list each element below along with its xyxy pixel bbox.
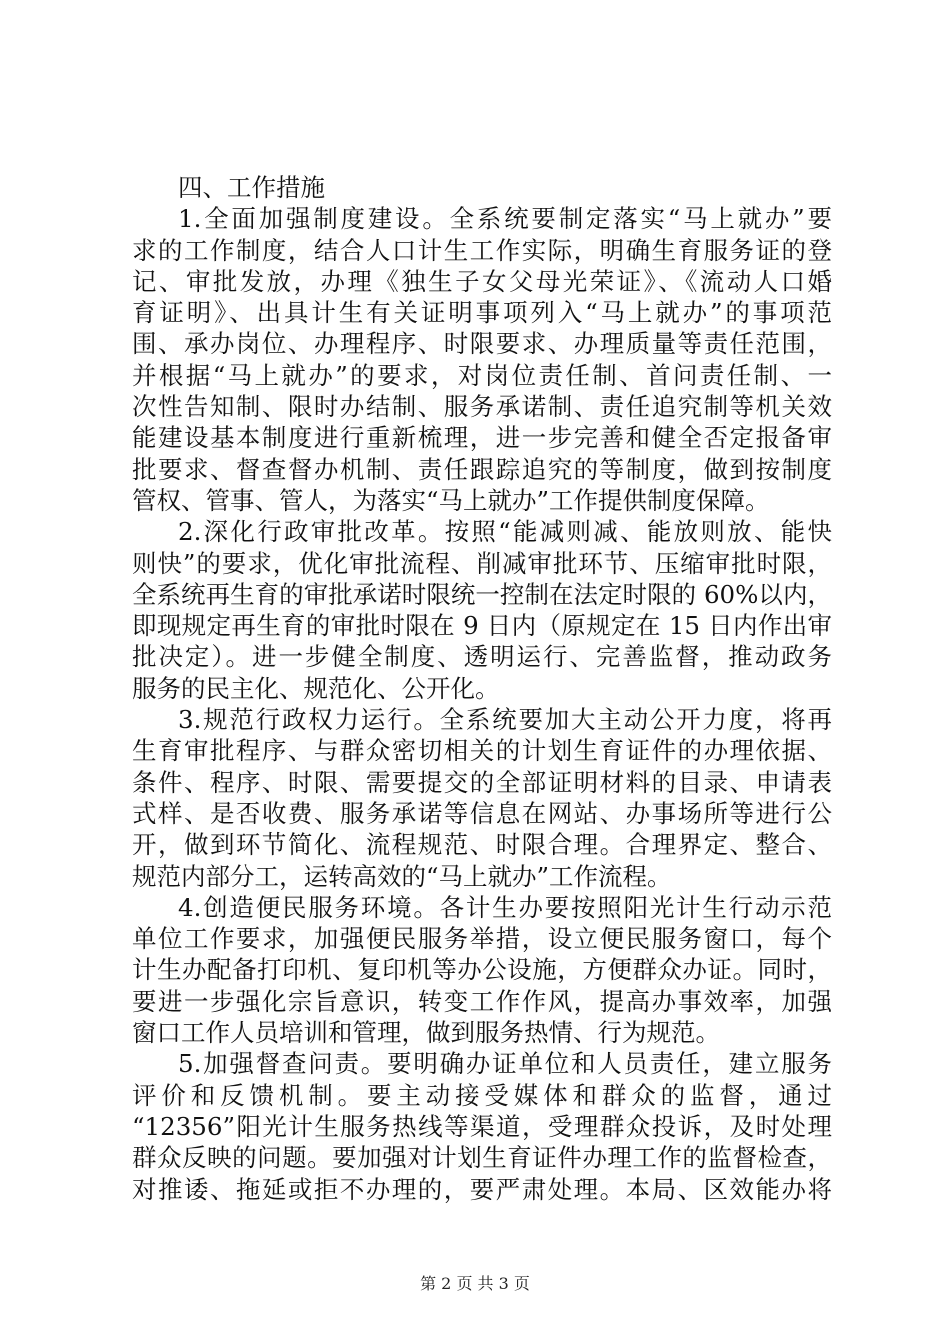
paragraph-line: 2.深化行政审批改革。按照“能减则减、能放则放、能快	[178, 517, 832, 547]
paragraph-line: 批决定）。进一步健全制度、透明运行、完善监督，推动政务	[132, 642, 832, 672]
paragraph	[132, 892, 832, 1048]
paragraph-line: 求的工作制度，结合人口计生工作实际，明确生育服务证的登	[132, 235, 832, 265]
paragraph-line: 生育审批程序、与群众密切相关的计划生育证件的办理依据、	[132, 736, 832, 766]
paragraph-line: 单位工作要求，加强便民服务举措，设立便民服务窗口，每个	[132, 924, 832, 954]
paragraph-line: 则快”的要求，优化审批流程、削减审批环节、压缩审批时限，	[132, 548, 832, 578]
paragraph-line: 窗口工作人员培训和管理，做到服务热情、行为规范。	[132, 1018, 720, 1048]
paragraph-line: 评价和反馈机制。要主动接受媒体和群众的监督，通过	[132, 1080, 832, 1110]
paragraph-line: “12356”阳光计生服务热线等渠道，受理群众投诉，及时处理	[132, 1111, 832, 1141]
paragraph-line: 开，做到环节简化、流程规范、时限合理。合理界定、整合、	[132, 830, 832, 860]
paragraph-line: 育证明》、出具计生有关证明事项列入“马上就办”的事项范	[132, 298, 832, 328]
paragraph-line: 计生办配备打印机、复印机等办公设施，方便群众办证。同时，	[132, 955, 832, 985]
paragraph	[132, 516, 832, 704]
paragraph-line: 条件、程序、时限、需要提交的全部证明材料的目录、申请表	[132, 767, 832, 797]
paragraph-line: 规范内部分工，运转高效的“马上就办”工作流程。	[132, 861, 672, 891]
paragraph-line: 并根据“马上就办”的要求，对岗位责任制、首问责任制、一	[132, 360, 832, 390]
paragraph-line: 5.加强督查问责。要明确办证单位和人员责任，建立服务	[178, 1049, 832, 1079]
paragraph-line: 批要求、督查督办机制、责任跟踪追究的等制度，做到按制度	[132, 454, 832, 484]
section-heading: 四、工作措施	[178, 173, 325, 202]
paragraph-line: 群众反映的问题。要加强对计划生育证件办理工作的监督检查，	[132, 1143, 832, 1173]
paragraph	[132, 1048, 832, 1204]
paragraph-line: 4.创造便民服务环境。各计生办要按照阳光计生行动示范	[178, 892, 832, 922]
paragraph-line: 对推诿、拖延或拒不办理的，要严肃处理。本局、区效能办将	[132, 1174, 832, 1204]
paragraph-list	[132, 203, 832, 1205]
paragraph-line: 记、审批发放，办理《独生子女父母光荣证》、《流动人口婚	[132, 266, 832, 296]
paragraph-line: 能建设基本制度进行重新梳理，进一步完善和健全否定报备审	[132, 423, 832, 453]
paragraph-line: 次性告知制、限时办结制、服务承诺制、责任追究制等机关效	[132, 392, 832, 422]
paragraph-line: 服务的民主化、规范化、公开化。	[132, 673, 500, 703]
paragraph-line: 3.规范行政权力运行。全系统要加大主动公开力度，将再	[178, 705, 832, 735]
page-footer: 第 2 页 共 3 页	[420, 1274, 530, 1293]
paragraph	[132, 704, 832, 892]
paragraph-line: 1.全面加强制度建设。全系统要制定落实“马上就办”要	[178, 204, 832, 234]
paragraph-line: 要进一步强化宗旨意识，转变工作作风，提高办事效率，加强	[132, 986, 832, 1016]
paragraph	[132, 203, 832, 516]
paragraph-line: 式样、是否收费、服务承诺等信息在网站、办事场所等进行公	[132, 798, 832, 828]
paragraph-line: 全系统再生育的审批承诺时限统一控制在法定时限的 60%以内，	[132, 579, 832, 609]
paragraph-line: 管权、管事、管人，为落实“马上就办”工作提供制度保障。	[132, 485, 770, 515]
paragraph-line: 围、承办岗位、办理程序、时限要求、办理质量等责任范围，	[132, 329, 832, 359]
paragraph-line: 即现规定再生育的审批时限在 9 日内（原规定在 15 日内作出审	[132, 611, 832, 641]
document-body	[132, 172, 832, 1205]
